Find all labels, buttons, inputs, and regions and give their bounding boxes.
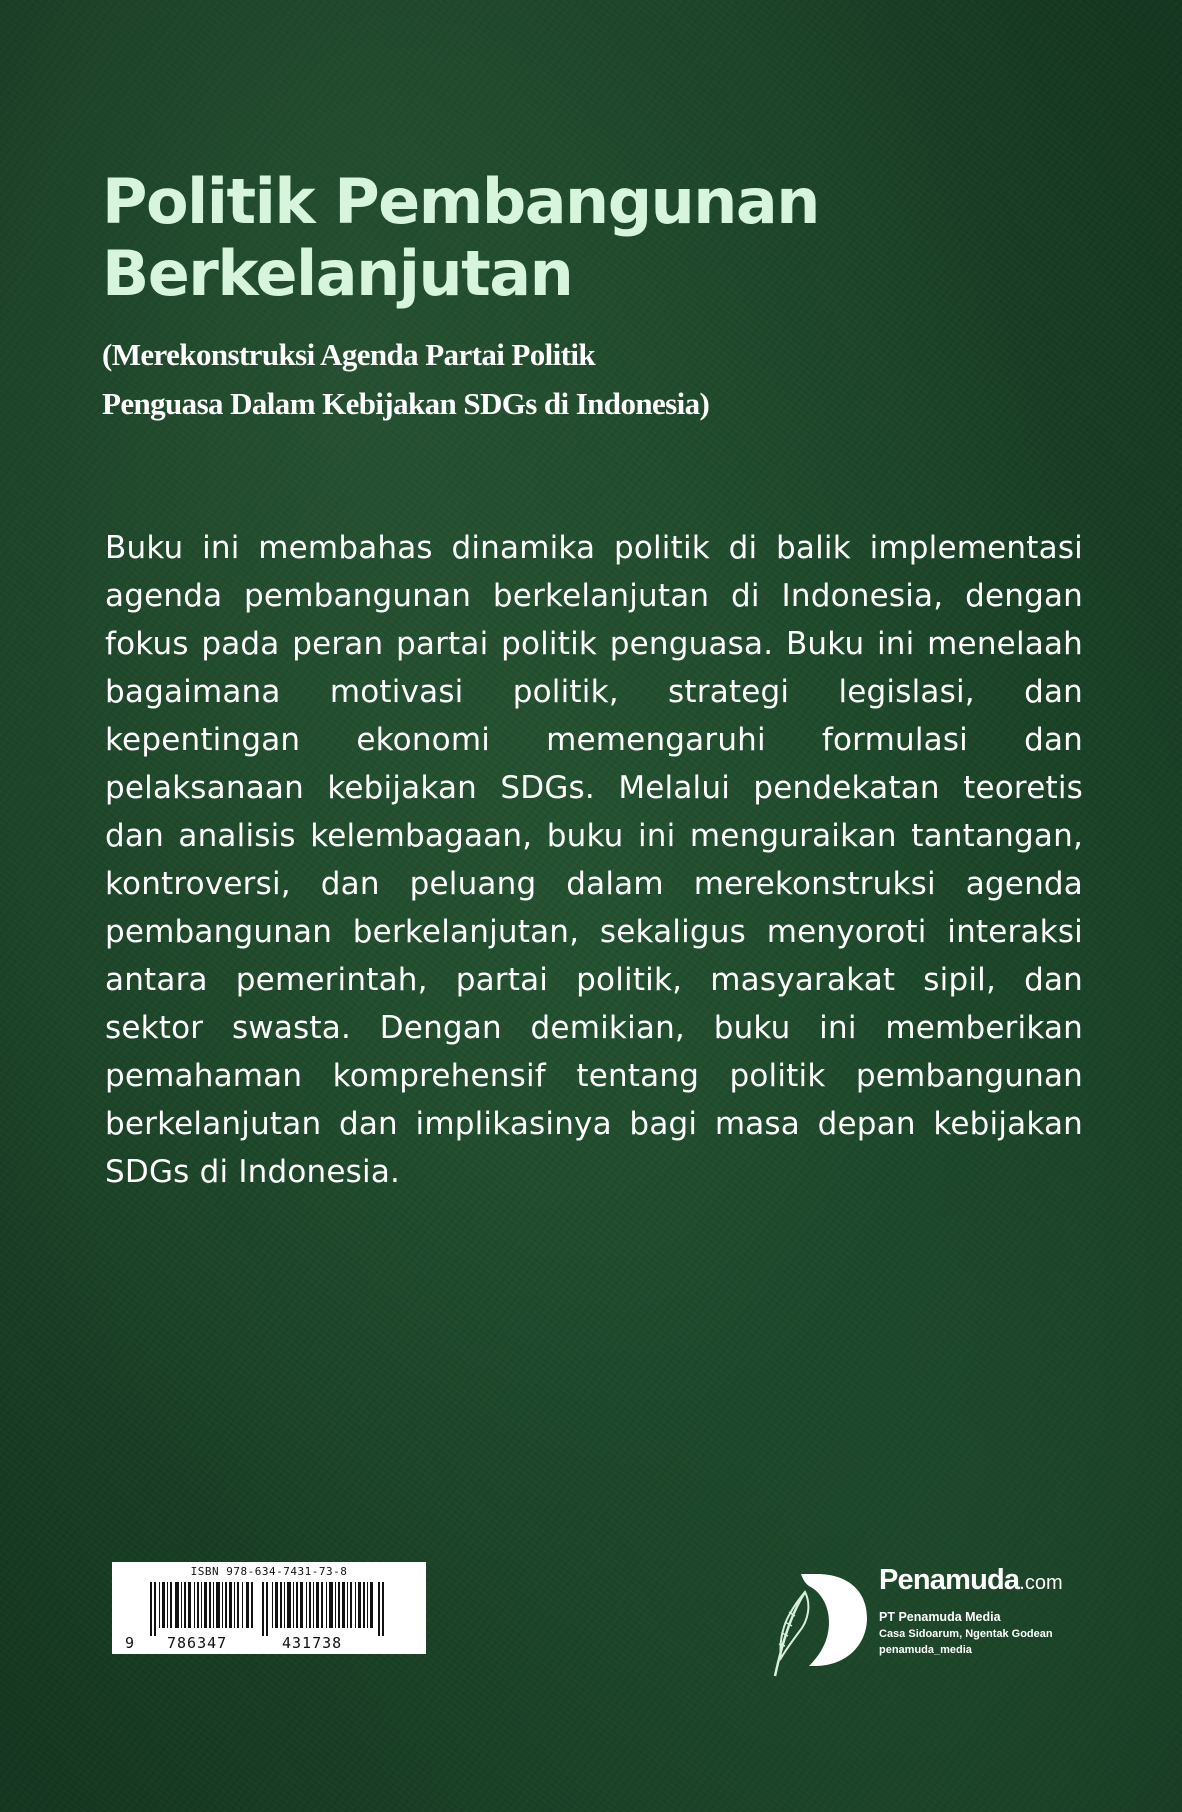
book-title-line-1: Politik Pembangunan [102, 165, 819, 238]
publisher-block [765, 1560, 1095, 1680]
isbn-label: ISBN 978-634-7431-73-8 [190, 1565, 348, 1578]
book-subtitle-line-1: (Merekonstruksi Agenda Partai Politik [102, 337, 596, 372]
barcode-digits-left: 786347 [167, 1634, 228, 1652]
book-subtitle [102, 330, 922, 428]
publisher-company: PT Penamuda Media [879, 1610, 1001, 1624]
publisher-name [879, 1564, 1063, 1597]
quill-d-logo-icon [765, 1572, 869, 1682]
publisher-social-handle: penamuda_media [879, 1644, 972, 1656]
book-title-line-2: Berkelanjutan [102, 237, 573, 310]
book-title [102, 166, 1002, 310]
book-subtitle-line-2: Penguasa Dalam Kebijakan SDGs di Indonesia) [102, 386, 710, 421]
publisher-brand: Penamuda [879, 1564, 1020, 1596]
book-blurb: Buku ini membahas dinamika politik di balik implementasi agenda pembangunan berkelanjutan di Indonesia, dengan fokus pada peran partai politik penguasa. Buku ini menelaah bagaimana motivasi politik, strategi legislasi, dan kepentingan ekonomi memengaruhi formulasi dan pelaksanaan kebijakan SDGs. Melalui pendekatan teoretis dan analisis kelembagaan, buku ini menguraikan tantangan, kontroversi, dan peluang dalam merekonstruksi agenda pembangunan berkelanjutan, sekaligus menyoroti interaksi antara pemerintah, partai politik, masyarakat sipil, dan sektor swasta. Dengan demikian, buku ini memberikan pemahaman komprehensif tentang politik pembangunan berkelanjutan dan implikasinya bagi masa depan kebijakan SDGs di Indonesia. [105, 530, 1083, 1190]
barcode-digit-first: 9 [125, 1634, 135, 1652]
publisher-address: Casa Sidoarum, Ngentak Godean [879, 1628, 1053, 1640]
isbn-barcode [112, 1562, 426, 1654]
publisher-domain: .com [1019, 1572, 1063, 1594]
barcode-digits-right: 431738 [282, 1634, 343, 1652]
barcode-bars-icon [150, 1582, 386, 1636]
